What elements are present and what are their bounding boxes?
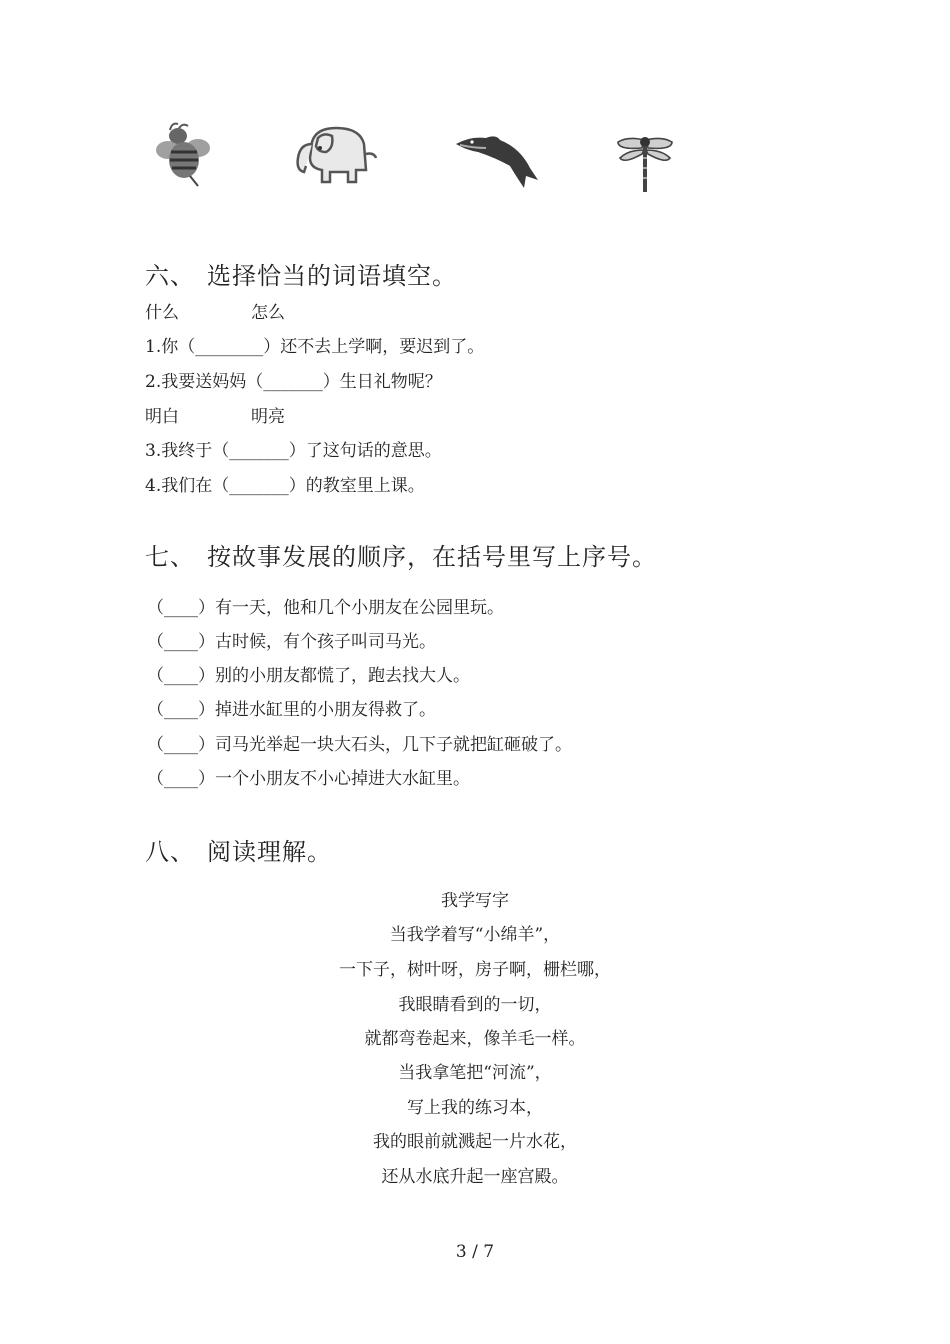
section8-title: 阅读理解。 [207,838,332,866]
word-option: 明白 [145,407,179,427]
word-option: 什么 [145,303,179,323]
section6-title: 选择恰当的词语填空。 [207,262,457,290]
section7-title: 按故事发展的顺序，在括号里写上序号。 [207,543,657,571]
dragonfly-icon [614,118,676,202]
word-option: 明亮 [251,407,285,427]
page-number: 3 / 7 [455,1242,495,1262]
section8-number: 八、 [145,838,195,866]
poem-line: 就都弯卷起来，像羊毛一样。 [364,1029,586,1049]
question-2: 2.我要送妈妈（_______）生日礼物呢？ [145,372,442,392]
poem-line: 我的眼前就溅起一片水花， [373,1132,577,1152]
dolphin-icon [452,118,544,200]
section7-number: 七、 [145,543,195,571]
section8-heading [145,832,332,867]
poem-line: 写上我的练习本， [407,1098,543,1118]
poem-line: 当我学着写“小绵羊”， [389,925,561,945]
poem-title: 我学写字 [441,891,509,911]
poem-line: 一下子，树叶呀，房子啊，栅栏哪， [339,960,611,980]
poem-line: 当我拿笔把“河流”， [398,1063,552,1083]
order-item: （____）司马光举起一块大石头，几下子就把缸砸破了。 [147,735,572,755]
word-bank-1 [145,298,285,323]
word-option: 怎么 [251,303,285,323]
question-3: 3.我终于（_______）了这句话的意思。 [145,441,442,461]
poem-line: 还从水底升起一座宫殿。 [381,1167,569,1187]
section6-heading [145,256,457,291]
order-item: （____）有一天，他和几个小朋友在公园里玩。 [147,598,504,618]
order-item: （____）别的小朋友都慌了，跑去找大人。 [147,666,470,686]
order-item: （____）一个小朋友不小心掉进大水缸里。 [147,769,470,789]
poem-line: 我眼睛看到的一切， [398,995,552,1015]
order-item: （____）掉进水缸里的小朋友得救了。 [147,700,436,720]
bee-icon [150,118,218,196]
elephant-icon [290,118,382,196]
section6-number: 六、 [145,262,195,290]
section7-heading [145,537,657,572]
word-bank-2 [145,402,285,427]
question-4: 4.我们在（_______）的教室里上课。 [145,476,425,496]
question-1: 1.你（________）还不去上学啊，要迟到了。 [145,337,485,357]
order-item: （____）古时候，有个孩子叫司马光。 [147,632,436,652]
